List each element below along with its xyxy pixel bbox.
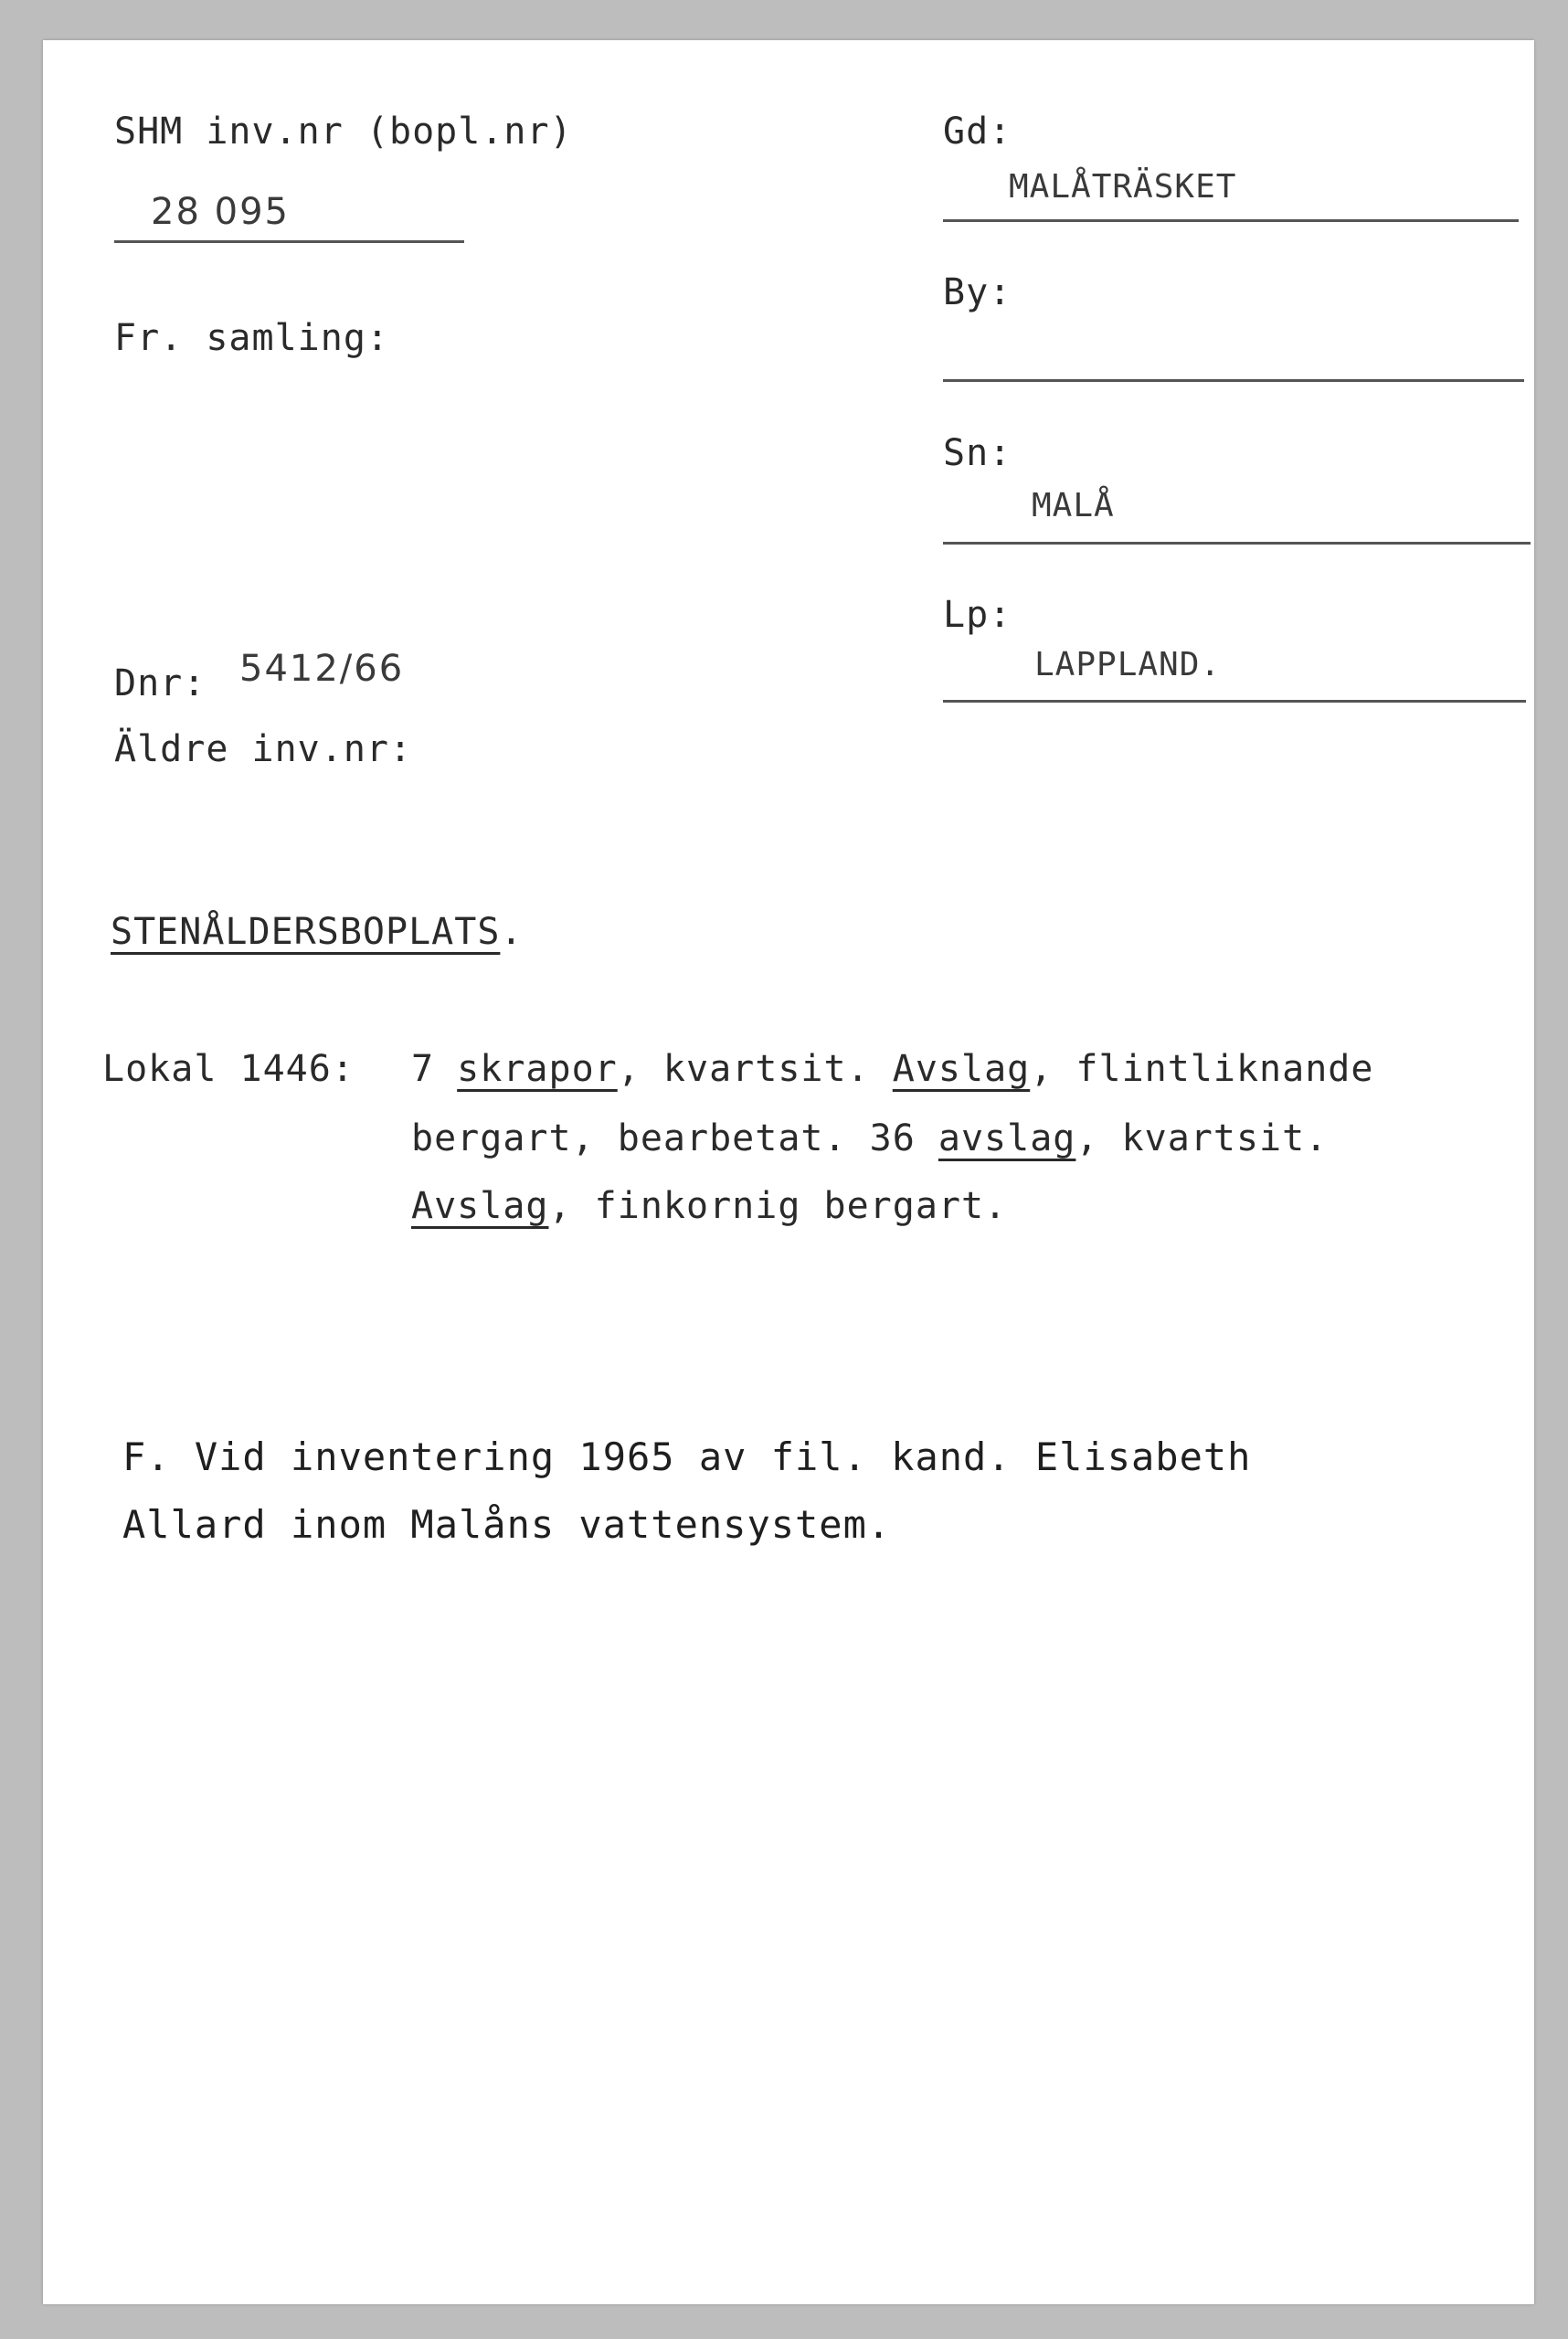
- aldre-inv-label: Äldre inv.nr:: [114, 728, 413, 770]
- sn-label: Sn:: [943, 432, 1012, 474]
- lp-underline: [943, 700, 1526, 703]
- by-label: By:: [943, 271, 1012, 313]
- sn-value: MALÅ: [1032, 487, 1115, 524]
- gd-value: MALÅTRÄSKET: [1009, 168, 1237, 206]
- find-line-1-underlined-b: Avslag: [892, 1048, 1031, 1090]
- note-line-2: Allard inom Malåns vattensystem.: [122, 1502, 892, 1547]
- find-line-2-underlined-a: avslag: [938, 1117, 1076, 1159]
- find-line-3-text-a: , finkornig bergart.: [548, 1185, 1008, 1227]
- find-line-3: [411, 1185, 1008, 1227]
- find-line-1-underlined-a: skrapor: [457, 1048, 618, 1090]
- gd-underline: [943, 219, 1519, 222]
- inv-value: 28 095: [151, 191, 290, 233]
- find-line-3-underlined-a: Avslag: [411, 1185, 549, 1227]
- category-heading-period: .: [500, 911, 524, 953]
- find-line-1: [411, 1048, 1374, 1090]
- find-line-1-text-a: 7: [411, 1048, 458, 1090]
- lokal-label: Lokal 1446:: [102, 1048, 355, 1090]
- note-line-1: F. Vid inventering 1965 av fil. kand. Elisabeth: [122, 1434, 1252, 1479]
- find-line-2-text-a: bergart, bearbetat. 36: [411, 1117, 938, 1159]
- by-underline: [943, 379, 1524, 382]
- catalog-card: [43, 40, 1534, 2304]
- find-line-1-text-c: , flintliknande: [1030, 1048, 1374, 1090]
- find-line-2: [411, 1117, 1329, 1159]
- lp-value: LAPPLAND.: [1034, 646, 1222, 683]
- category-heading-text: STENÅLDERSBOPLATS: [111, 911, 501, 953]
- fr-samling-label: Fr. samling:: [114, 317, 389, 359]
- category-heading: [111, 911, 524, 953]
- find-line-2-text-b: , kvartsit.: [1075, 1117, 1329, 1159]
- dnr-value: 5412/66: [239, 648, 405, 690]
- find-line-1-text-b: , kvartsit.: [617, 1048, 893, 1090]
- gd-label: Gd:: [943, 111, 1012, 153]
- dnr-label: Dnr:: [114, 662, 207, 704]
- inv-underline: [114, 240, 464, 243]
- lp-label: Lp:: [943, 594, 1012, 636]
- sn-underline: [943, 542, 1531, 545]
- inv-label: SHM inv.nr (bopl.nr): [114, 111, 573, 153]
